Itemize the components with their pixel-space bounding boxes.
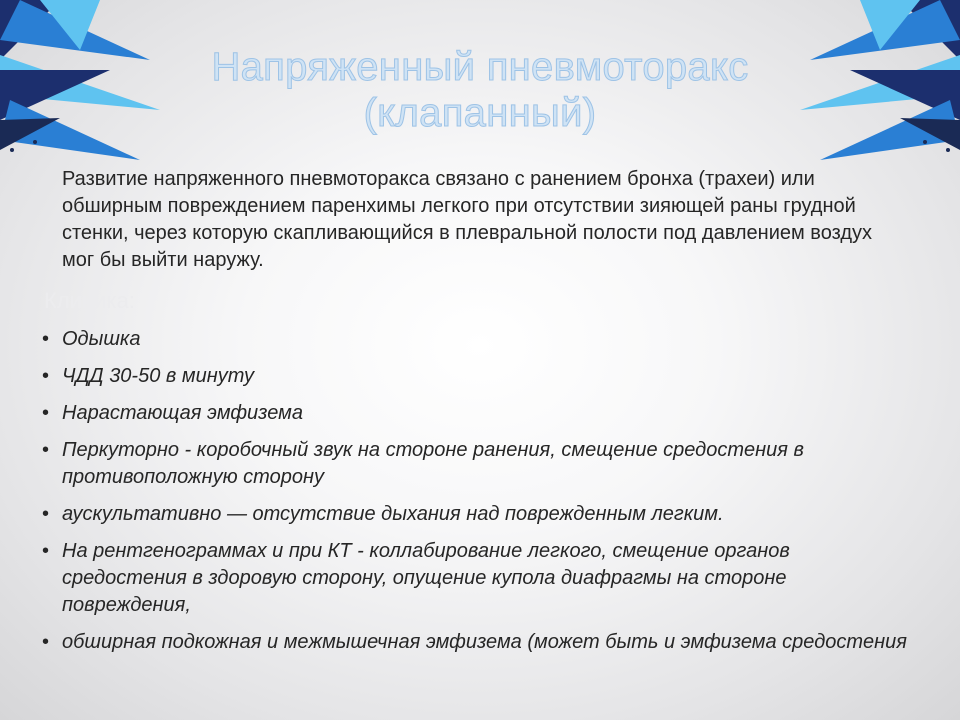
section-heading: Клиника: <box>44 288 135 313</box>
bullet-icon: • <box>42 402 50 424</box>
bullet-icon: • <box>42 540 50 562</box>
bullet-icon: • <box>42 439 50 461</box>
bullet-icon: • <box>42 503 50 525</box>
list-item <box>40 437 920 491</box>
list-item <box>40 326 920 353</box>
list-item <box>40 363 920 390</box>
bullet-list <box>40 326 920 666</box>
slide-title-line-2: (клапанный) <box>363 91 597 135</box>
list-item <box>40 400 920 427</box>
bullet-icon: • <box>42 631 50 653</box>
list-item-text: Перкуторно - коробочный звук на стороне ранения, смещение средостения в противоположную сторону <box>62 439 804 488</box>
bullet-icon: • <box>42 365 50 387</box>
list-item <box>40 501 920 528</box>
intro-paragraph: Развитие напряженного пневмоторакса связано с ранением бронха (трахеи) или обширным повреждением паренхимы легкого при отсутствии зияющей раны грудной стенки, через которую скапливающийся в плевральной полости под давлением воздух мог бы выйти наружу. <box>62 168 872 271</box>
slide-title-line-1: Напряженный пневмоторакс <box>211 45 749 89</box>
list-item-text: аускультативно — отсутствие дыхания над поврежденным легким. <box>62 503 724 525</box>
slide-title <box>120 44 840 136</box>
list-item-text: ЧДД 30-50 в минуту <box>62 365 254 387</box>
list-item-text: На рентгенограммах и при КТ - коллабирование легкого, смещение органов средостения в здоровую сторону, опущение купола диафрагмы на стороне повреждения, <box>62 540 790 616</box>
list-item <box>40 538 920 619</box>
list-item-text: обширная подкожная и межмышечная эмфизема (может быть и эмфизема средостения <box>62 631 907 653</box>
bullet-icon: • <box>42 328 50 350</box>
list-item <box>40 629 920 656</box>
list-item-text: Нарастающая эмфизема <box>62 402 303 424</box>
list-item-text: Одышка <box>62 328 141 350</box>
